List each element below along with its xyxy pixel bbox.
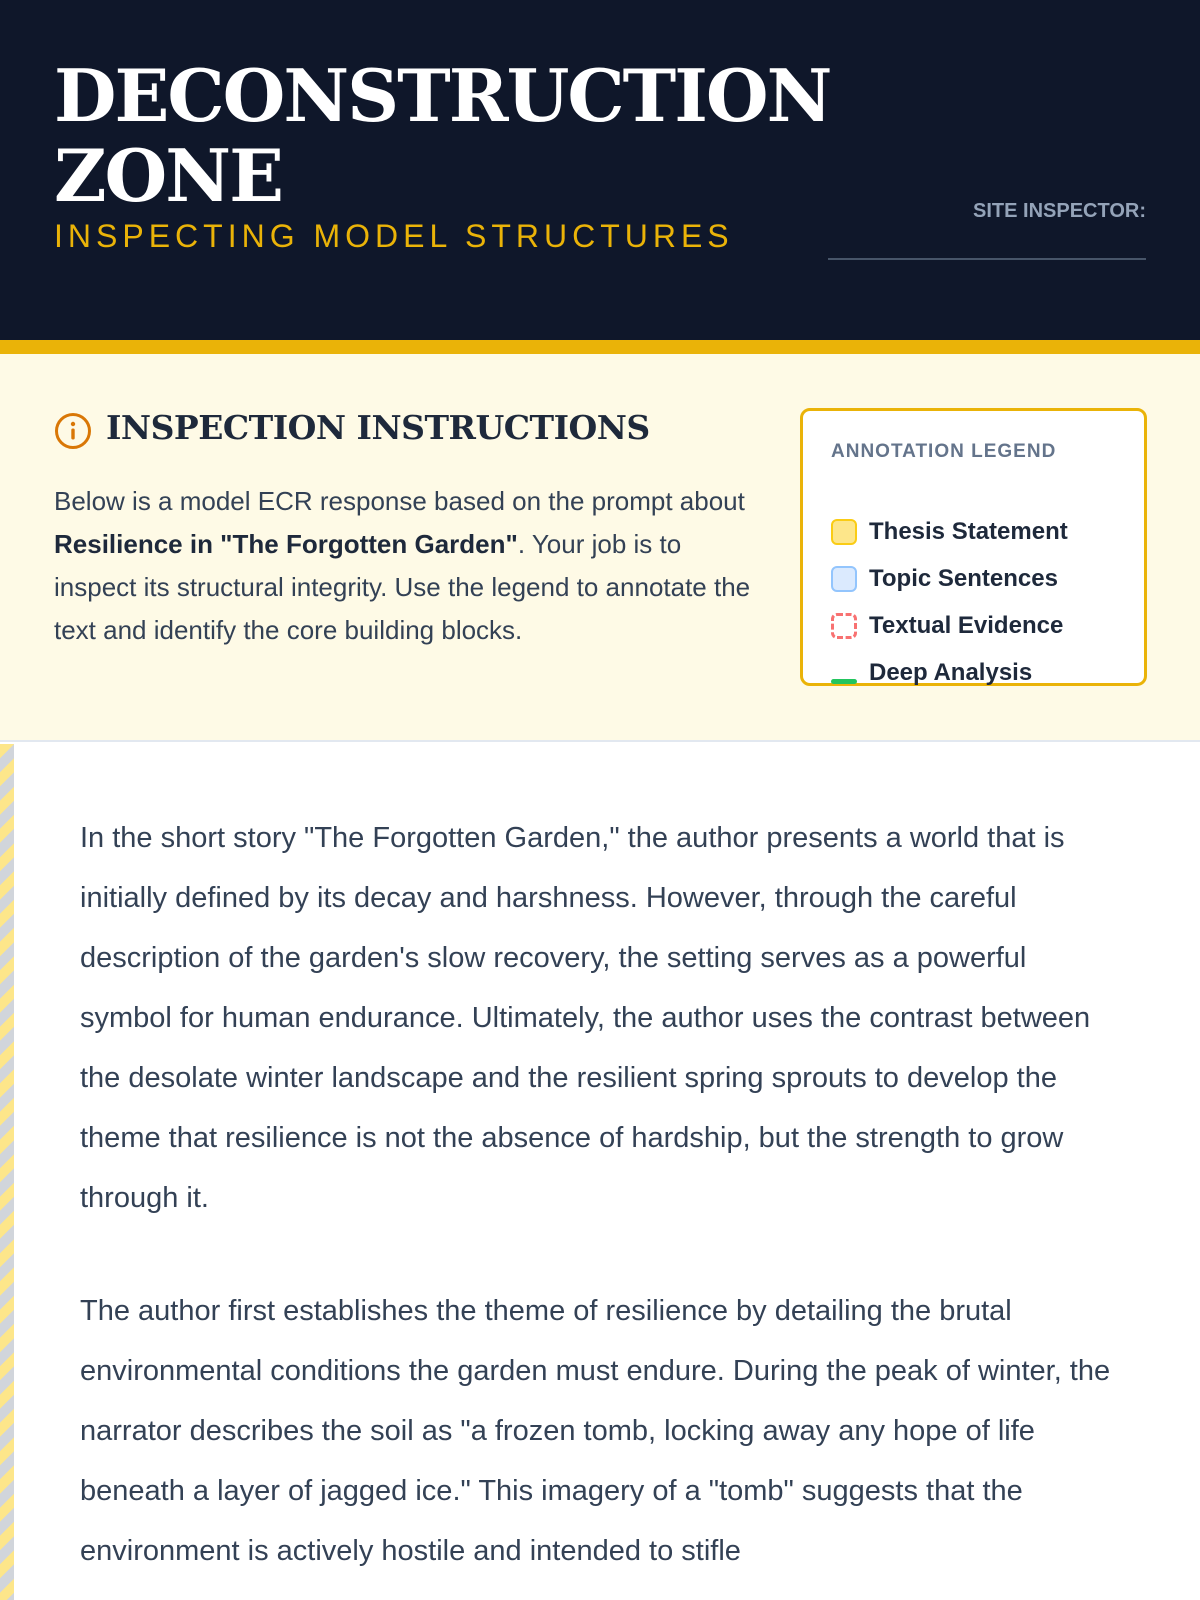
- legend-item-thesis[interactable]: [831, 517, 1131, 547]
- instructions-heading: INSPECTION INSTRUCTIONS: [106, 408, 650, 447]
- topic-swatch: [831, 566, 857, 592]
- legend-label: Deep Analysis: [869, 659, 1033, 686]
- hazard-stripe: [0, 744, 14, 1600]
- legend-item-evidence[interactable]: [831, 611, 1131, 641]
- thesis-swatch: [831, 519, 857, 545]
- prompt-title: Resilience in "The Forgotten Garden": [54, 529, 518, 559]
- legend-item-topic[interactable]: [831, 564, 1131, 594]
- site-inspector-label: SITE INSPECTOR:: [973, 200, 1146, 222]
- essay-paragraph-intro[interactable]: In the short story "The Forgotten Garden," the author presents a world that is initially defined by its decay and harshness. However, through the careful description of the garden's slow recovery, the setting serves as a powerful symbol for human endurance. Ultimately, the author uses the contrast between the desolate winter landscape and the resilient spring sprouts to develop the theme that resilience is not the absence of hardship, but the strength to grow through it.: [80, 822, 1091, 1214]
- page-title: DECONSTRUCTION ZONE: [54, 53, 831, 218]
- analysis-swatch: [831, 660, 857, 686]
- annotation-legend: [800, 408, 1147, 686]
- site-inspector-field[interactable]: [828, 258, 1146, 260]
- page-subtitle: INSPECTING MODEL STRUCTURES: [54, 218, 734, 254]
- info-icon: [54, 412, 92, 450]
- header-accent-bar: [0, 340, 1200, 354]
- evidence-swatch: [831, 613, 857, 639]
- legend-label: Textual Evidence: [869, 612, 1064, 639]
- instructions-section: [0, 354, 1200, 742]
- legend-item-analysis[interactable]: [831, 658, 1131, 688]
- legend-label: Topic Sentences: [869, 565, 1058, 592]
- legend-label: Thesis Statement: [869, 518, 1068, 545]
- essay-section: [0, 744, 1200, 1600]
- legend-title: ANNOTATION LEGEND: [831, 441, 1057, 462]
- instructions-text: Below is a model ECR response based on the prompt about Resilience in "The Forgotten Garden". Your job is to inspect its structural integrity. Use the legend to annotate the text and identify the core building blocks.: [54, 486, 751, 645]
- essay-paragraph-body[interactable]: The author first establishes the theme of resilience by detailing the brutal environmental conditions the garden must endure. During the peak of winter, the narrator describes the soil as "a frozen tomb, locking away any hope of life beneath a layer of jagged ice." This imagery of a "tomb" suggests that the environment is actively hostile and intended to stifle: [80, 1295, 1111, 1567]
- page-header: [0, 0, 1200, 340]
